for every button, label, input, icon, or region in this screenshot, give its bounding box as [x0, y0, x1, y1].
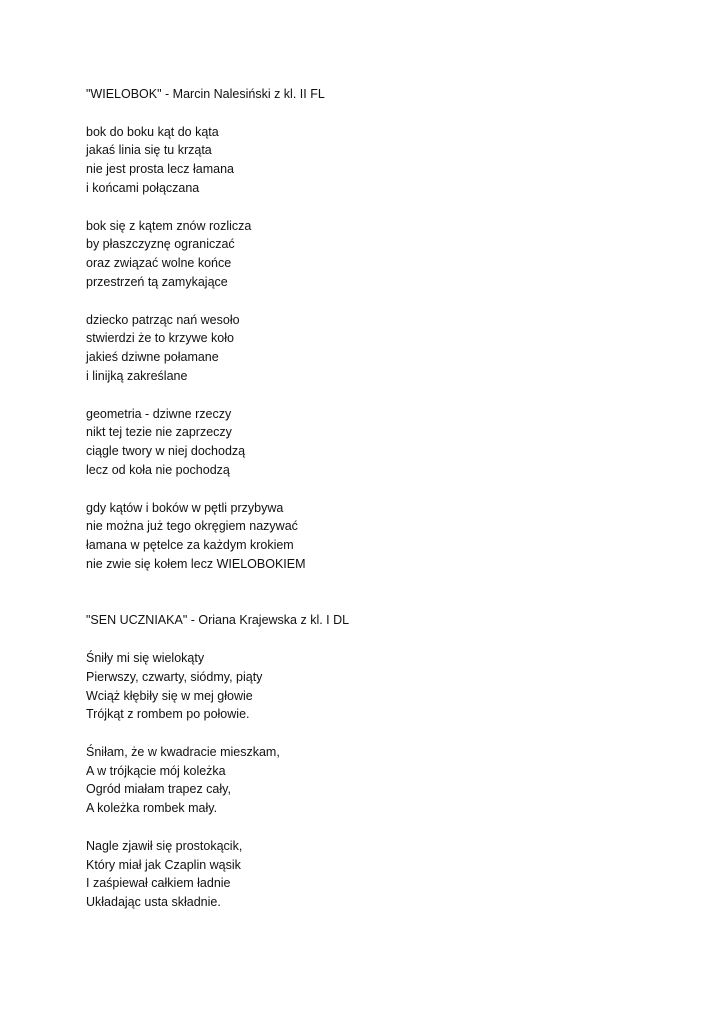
stanza — [86, 649, 686, 724]
verse-line: Układając usta składnie. — [86, 895, 221, 910]
verse-line: oraz związać wolne końce — [86, 256, 232, 271]
document-page — [86, 85, 686, 931]
verse-line: lecz od koła nie pochodzą — [86, 462, 230, 477]
verse-line: i końcami połączana — [86, 180, 200, 195]
verse-line: Śniły mi się wielokąty — [86, 650, 205, 665]
verse-line: jakieś dziwne połamane — [86, 350, 219, 365]
verse-line: przestrzeń tą zamykające — [86, 274, 228, 289]
stanza — [86, 405, 686, 480]
verse-line: łamana w pętelce za każdym krokiem — [86, 538, 294, 553]
verse-line: nie można już tego okręgiem nazywać — [86, 519, 298, 534]
verse-line: by płaszczyznę ograniczać — [86, 237, 235, 252]
verse-line: jakaś linia się tu krząta — [86, 143, 212, 158]
verse-line: ciągle twory w niej dochodzą — [86, 444, 246, 459]
verse-line: A w trójkącie mój koleżka — [86, 763, 226, 778]
verse-line: nie jest prosta lecz łamana — [86, 162, 234, 177]
verse-line: i linijką zakreślane — [86, 368, 188, 383]
verse-line: Śniłam, że w kwadracie mieszkam, — [86, 744, 280, 759]
verse-line: I zaśpiewał całkiem ładnie — [86, 876, 231, 891]
verse-line: Trójkąt z rombem po połowie. — [86, 707, 250, 722]
poem-title: "WIELOBOK" - Marcin Nalesiński z kl. II FL — [86, 87, 325, 101]
poem-title: "SEN UCZNIAKA" - Oriana Krajewska z kl. I DL — [86, 613, 350, 628]
verse-line: bok się z kątem znów rozlicza — [86, 218, 252, 233]
verse-line: Który miał jak Czaplin wąsik — [86, 857, 241, 872]
stanza — [86, 743, 686, 818]
poem-wielobok — [86, 85, 686, 574]
stanza — [86, 837, 686, 912]
stanza — [86, 123, 686, 198]
poem-sen-uczniaka — [86, 611, 686, 912]
verse-line: Ogród miałam trapez cały, — [86, 782, 231, 797]
stanza — [86, 217, 686, 292]
verse-line: nie zwie się kołem lecz WIELOBOKIEM — [86, 556, 306, 571]
verse-line: dziecko patrząc nań wesoło — [86, 312, 240, 327]
verse-line: gdy kątów i boków w pętli przybywa — [86, 500, 284, 515]
verse-line: bok do boku kąt do kąta — [86, 124, 219, 139]
verse-line: A koleżka rombek mały. — [86, 801, 218, 816]
stanza — [86, 311, 686, 386]
verse-line: nikt tej tezie nie zaprzeczy — [86, 425, 232, 440]
poem-separator — [86, 593, 686, 612]
verse-line: Pierwszy, czwarty, siódmy, piąty — [86, 669, 263, 684]
verse-line: geometria - dziwne rzeczy — [86, 406, 232, 421]
verse-line: stwierdzi że to krzywe koło — [86, 331, 234, 346]
verse-line: Wciąż kłębiły się w mej głowie — [86, 688, 253, 703]
verse-line: Nagle zjawił się prostokącik, — [86, 838, 243, 853]
stanza — [86, 499, 686, 574]
